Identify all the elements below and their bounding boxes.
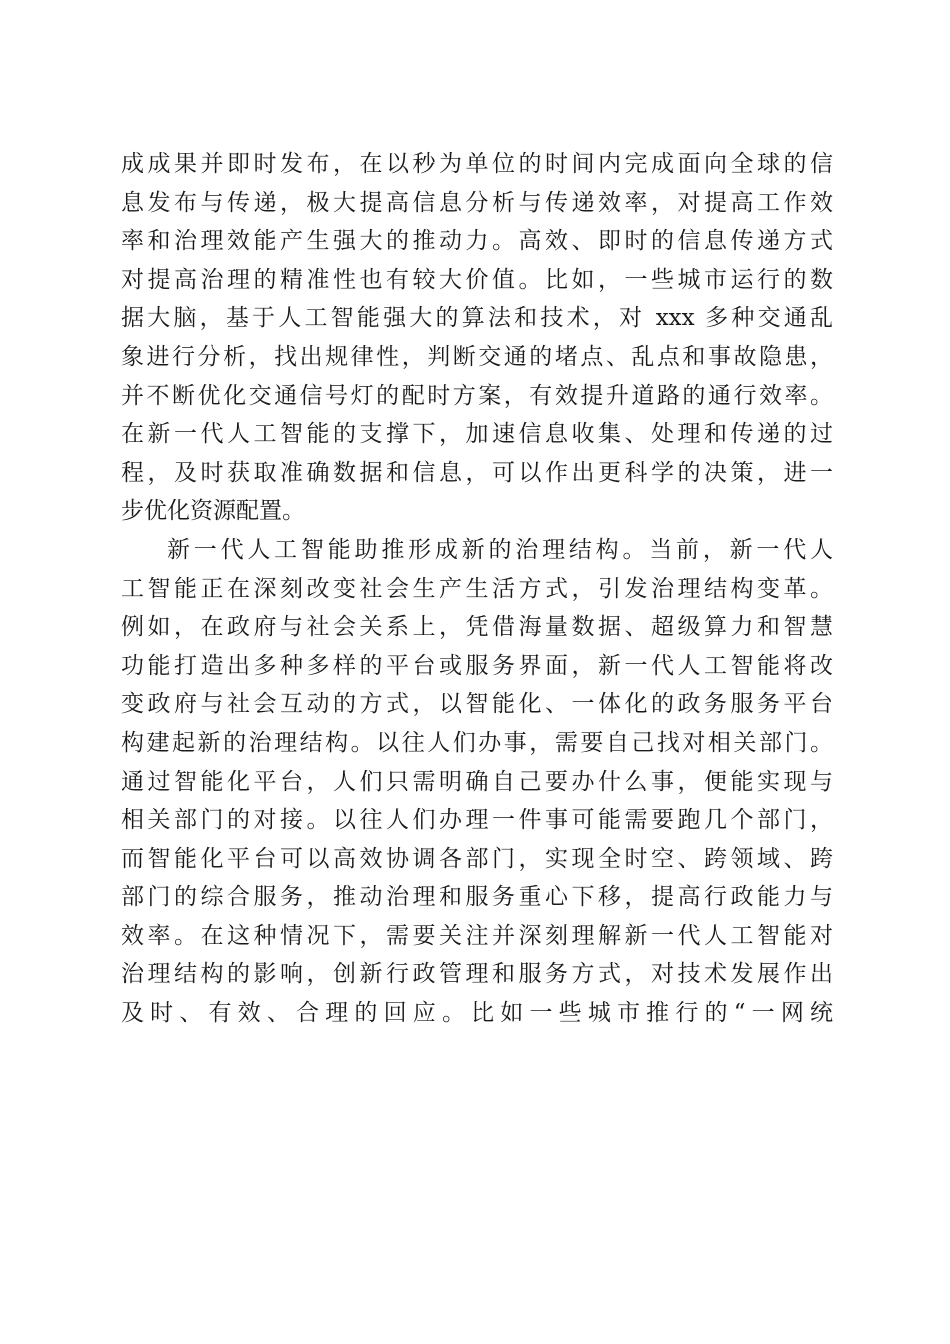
paragraph-2-line-12: 治理结构的影响，创新行政管理和服务方式，对技术发展作出 [121,961,833,988]
paragraph-1-line-4: 对提高治理的精准性也有较大价值。比如，一些城市运行的数 [121,266,833,293]
paragraph-2-line-6: 构建起新的治理结构。以往人们办事，需要自己找对相关部门。 [121,729,833,756]
document-body [121,145,833,1033]
paragraph-2-line-13: 及时、有效、合理的回应。比如一些城市推行的“一网统 [121,1000,833,1027]
paragraph-1-line-9: 程，及时获取准确数据和信息，可以作出更科学的决策，进一 [121,459,833,486]
paragraph-2-line-3: 例如，在政府与社会关系上，凭借海量数据、超级算力和智慧 [121,614,833,641]
paragraph-2-line-4: 功能打造出多种多样的平台或服务界面，新一代人工智能将改 [121,652,833,679]
paragraph-1-line-7: 并不断优化交通信号灯的配时方案，有效提升道路的通行效率。 [121,382,833,409]
paragraph-1-line-2: 息发布与传递，极大提高信息分析与传递效率，对提高工作效 [121,189,833,216]
paragraph-1-line-6: 象进行分析，找出规律性，判断交通的堵点、乱点和事故隐患， [121,343,833,370]
paragraph-1-line-10: 步优化资源配置。 [121,498,305,525]
paragraph-2-line-7: 通过智能化平台，人们只需明确自己要办什么事，便能实现与 [121,768,833,795]
paragraph-2-line-5: 变政府与社会互动的方式，以智能化、一体化的政务服务平台 [121,691,833,718]
paragraph-1-line-1: 成成果并即时发布，在以秒为单位的时间内完成面向全球的信 [121,151,833,177]
paragraph-2-line-10: 部门的综合服务，推动治理和服务重心下移，提高行政能力与 [121,884,833,911]
paragraph-1-line-5: 据大脑，基于人工智能强大的算法和技术，对 xxx 多种交通乱 [121,305,833,332]
paragraph-2-line-1: 新一代人工智能助推形成新的治理结构。当前，新一代人 [167,536,833,563]
paragraph-1-line-3: 率和治理效能产生强大的推动力。高效、即时的信息传递方式 [121,228,833,255]
paragraph-2-line-9: 而智能化平台可以高效协调各部门，实现全时空、跨领域、跨 [121,845,833,872]
paragraph-2-line-11: 效率。在这种情况下，需要关注并深刻理解新一代人工智能对 [121,922,833,949]
paragraph-2-line-8: 相关部门的对接。以往人们办理一件事可能需要跑几个部门， [121,807,833,834]
paragraph-1-line-8: 在新一代人工智能的支撑下，加速信息收集、处理和传递的过 [121,421,833,448]
paragraph-2-line-2: 工智能正在深刻改变社会生产生活方式，引发治理结构变革。 [121,575,833,602]
